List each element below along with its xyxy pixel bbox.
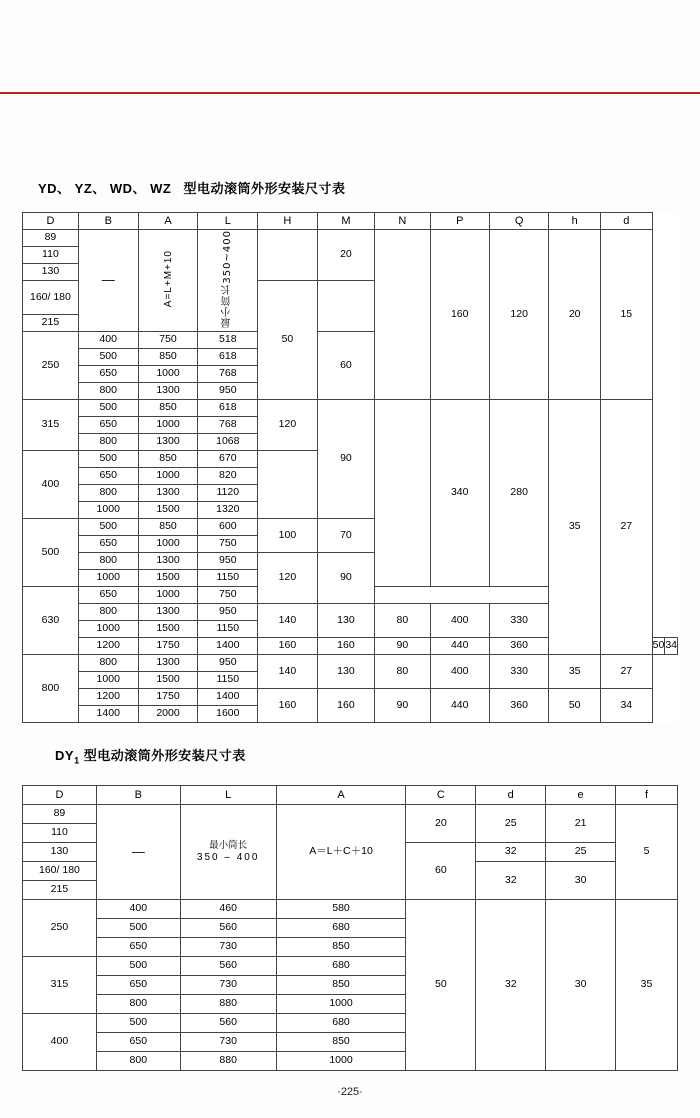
cell-L: 1150 [198, 621, 258, 638]
col-header-H: H [258, 213, 317, 230]
cell-B: 1000 [78, 672, 138, 689]
section2-title [55, 745, 246, 766]
cell-A: 850 [138, 451, 198, 468]
table-row [23, 655, 678, 672]
cell-A: 1000 [138, 468, 198, 485]
cell-C: 50 [406, 900, 476, 1071]
cell-B: 1200 [78, 638, 138, 655]
cell-D: 130 [23, 264, 79, 281]
cell-A: 750 [138, 332, 198, 349]
cell-M: 90 [317, 553, 375, 604]
cell-L: 950 [198, 655, 258, 672]
l-note-text: 最小筒长350~400 [222, 230, 234, 328]
cell-L: 618 [198, 349, 258, 366]
cell-B: 650 [78, 468, 138, 485]
cell-L-note [180, 805, 276, 900]
cell-B: 650 [78, 417, 138, 434]
cell-B: 500 [78, 519, 138, 536]
cell-D: 800 [23, 655, 79, 723]
cell-P: 400 [430, 604, 489, 638]
cell-N: 90 [375, 689, 430, 723]
cell-A: 2000 [138, 706, 198, 723]
cell-A: 1000 [276, 995, 406, 1014]
cell-A: 1500 [138, 570, 198, 587]
cell-A: 1500 [138, 502, 198, 519]
col-header-C: C [406, 786, 476, 805]
cell-B: 400 [96, 900, 180, 919]
cell-C: 60 [406, 843, 476, 900]
cell-h: 20 [549, 230, 601, 400]
cell-D: 89 [23, 805, 97, 824]
cell-d: 34 [600, 689, 652, 723]
cell-H: 120 [258, 553, 317, 604]
cell-D: 215 [23, 881, 97, 900]
cell-D: 630 [23, 587, 79, 655]
cell-L: 950 [198, 553, 258, 570]
cell-L: 768 [198, 417, 258, 434]
cell-B: 800 [78, 553, 138, 570]
section1-title-prefix: YD、 YZ、 WD、 WZ [38, 181, 172, 196]
cell-D: 400 [23, 1014, 97, 1071]
cell-M: 60 [317, 332, 375, 400]
col-header-D: D [23, 213, 79, 230]
cell-A: 1300 [138, 485, 198, 502]
cell-A: 1000 [138, 587, 198, 604]
section2-table [22, 785, 678, 1071]
cell-e: 30 [546, 900, 616, 1071]
cell-N-blank [375, 230, 430, 400]
cell-d: 32 [476, 900, 546, 1071]
cell-f: 5 [616, 805, 678, 900]
section2-title-subscript: 1 [74, 755, 80, 766]
cell-P: 160 [430, 230, 489, 400]
cell-B: 650 [78, 536, 138, 553]
cell-H: 160 [258, 638, 317, 655]
cell-M: 20 [317, 230, 375, 281]
col-header-h: h [549, 213, 601, 230]
cell-L: 1068 [198, 434, 258, 451]
col-header-L: L [198, 213, 258, 230]
cell-d: 27 [600, 655, 652, 689]
cell-Q: 330 [489, 655, 548, 689]
cell-D: 500 [23, 519, 79, 587]
section2-title-prefix: DY [55, 748, 75, 763]
cell-d: 32 [476, 862, 546, 900]
cell-L: 560 [180, 919, 276, 938]
cell-A: 1750 [138, 689, 198, 706]
cell-Q: 360 [489, 638, 548, 655]
cell-A-formula [138, 230, 198, 332]
cell-N: 80 [375, 655, 430, 689]
col-header-D: D [23, 786, 97, 805]
table-row [23, 900, 678, 919]
cell-A: 1000 [138, 417, 198, 434]
cell-M: 130 [317, 604, 375, 638]
cell-Q: 280 [489, 400, 548, 587]
cell-A: 1750 [138, 638, 198, 655]
cell-M: 70 [317, 519, 375, 553]
cell-H-blank [258, 230, 317, 281]
cell-P: 440 [430, 638, 489, 655]
cell-H-blank [258, 451, 317, 519]
cell-B: 800 [78, 604, 138, 621]
cell-B: 650 [96, 938, 180, 957]
cell-A: 850 [276, 938, 406, 957]
cell-B: 800 [78, 485, 138, 502]
cell-Q: 330 [489, 604, 548, 638]
cell-A: 1000 [138, 536, 198, 553]
cell-L: 1150 [198, 570, 258, 587]
cell-A: 1300 [138, 383, 198, 400]
cell-h: 35 [549, 400, 601, 655]
cell-B-dash [96, 805, 180, 900]
cell-A: 1300 [138, 434, 198, 451]
cell-A: 680 [276, 957, 406, 976]
cell-A: 850 [138, 349, 198, 366]
cell-P: 340 [430, 400, 489, 587]
table-header-row [23, 786, 678, 805]
cell-B: 500 [78, 349, 138, 366]
cell-f: 35 [616, 900, 678, 1071]
cell-A: 850 [138, 400, 198, 417]
cell-e: 25 [546, 843, 616, 862]
cell-L: 730 [180, 976, 276, 995]
cell-B: 800 [78, 655, 138, 672]
cell-B: 1000 [78, 621, 138, 638]
cell-B: 500 [78, 451, 138, 468]
cell-B-dash [78, 230, 138, 332]
cell-A-formula: A＝L＋C＋10 [276, 805, 406, 900]
section1-title-main: 型电动滚筒外形安装尺寸表 [183, 182, 346, 197]
cell-A: 850 [138, 519, 198, 536]
cell-B: 1000 [78, 570, 138, 587]
cell-N: 80 [375, 604, 430, 638]
cell-D: 400 [23, 451, 79, 519]
cell-A: 580 [276, 900, 406, 919]
l-note-line1: 最小筒长 [209, 840, 248, 852]
cell-A: 850 [276, 1033, 406, 1052]
table-row [23, 805, 678, 824]
cell-L: 1150 [198, 672, 258, 689]
cell-e: 30 [546, 862, 616, 900]
cell-L: 950 [198, 383, 258, 400]
cell-A: 1500 [138, 672, 198, 689]
cell-L: 560 [180, 957, 276, 976]
cell-H: 140 [258, 604, 317, 638]
cell-D: 160/ 180 [23, 862, 97, 881]
header-rule [0, 92, 700, 94]
col-header-B: B [96, 786, 180, 805]
cell-B: 500 [96, 1014, 180, 1033]
cell-M: 160 [317, 638, 375, 655]
cell-N: 90 [375, 638, 430, 655]
cell-d: 25 [476, 805, 546, 843]
cell-A: 680 [276, 1014, 406, 1033]
cell-D: 130 [23, 843, 97, 862]
cell-A: 680 [276, 919, 406, 938]
dash-symbol: — [101, 272, 115, 288]
cell-H: 100 [258, 519, 317, 553]
table-row [23, 689, 678, 706]
cell-L: 750 [198, 587, 258, 604]
section1-title [38, 178, 346, 197]
cell-L: 1320 [198, 502, 258, 519]
cell-L-note [198, 230, 258, 332]
col-header-B: B [78, 213, 138, 230]
cell-L: 880 [180, 1052, 276, 1071]
cell-B: 800 [78, 434, 138, 451]
col-header-L: L [180, 786, 276, 805]
cell-H: 120 [258, 400, 317, 451]
cell-B: 1200 [78, 689, 138, 706]
cell-Q: 120 [489, 230, 548, 400]
cell-B: 500 [96, 919, 180, 938]
cell-d: 27 [600, 400, 652, 655]
section2-title-main: 型电动滚筒外形安装尺寸表 [83, 749, 246, 764]
cell-d: 34 [665, 638, 678, 655]
table-row [23, 400, 678, 417]
table-header-row [23, 213, 678, 230]
cell-D: 110 [23, 824, 97, 843]
cell-A: 1300 [138, 553, 198, 570]
cell-L: 1120 [198, 485, 258, 502]
cell-P: 400 [430, 655, 489, 689]
col-header-f: f [616, 786, 678, 805]
cell-D: 110 [23, 247, 79, 264]
cell-L: 670 [198, 451, 258, 468]
cell-D: 250 [23, 900, 97, 957]
col-header-d: d [600, 213, 652, 230]
cell-A: 850 [276, 976, 406, 995]
cell-L: 768 [198, 366, 258, 383]
cell-A: 1000 [138, 366, 198, 383]
cell-D: 315 [23, 957, 97, 1014]
cell-L: 880 [180, 995, 276, 1014]
cell-d: 32 [476, 843, 546, 862]
cell-H: 140 [258, 655, 317, 689]
col-header-Q: Q [489, 213, 548, 230]
cell-M: 130 [317, 655, 375, 689]
l-note-line2: 350 – 400 [196, 851, 260, 863]
cell-h: 50 [652, 638, 665, 655]
col-header-P: P [430, 213, 489, 230]
cell-D: 160/ 180 [23, 281, 79, 315]
cell-B: 1400 [78, 706, 138, 723]
cell-B: 800 [96, 995, 180, 1014]
section1-table [22, 212, 678, 723]
col-header-d: d [476, 786, 546, 805]
cell-A: 1500 [138, 621, 198, 638]
cell-B: 650 [96, 976, 180, 995]
cell-M: 90 [317, 400, 375, 519]
cell-L: 560 [180, 1014, 276, 1033]
cell-A: 1300 [138, 604, 198, 621]
cell-B: 500 [96, 957, 180, 976]
cell-e: 21 [546, 805, 616, 843]
cell-L: 820 [198, 468, 258, 485]
cell-D: 250 [23, 332, 79, 400]
cell-H: 160 [258, 689, 317, 723]
cell-H: 50 [258, 281, 317, 400]
cell-B: 400 [78, 332, 138, 349]
cell-L: 618 [198, 400, 258, 417]
cell-B: 800 [96, 1052, 180, 1071]
cell-C: 20 [406, 805, 476, 843]
cell-L: 1400 [198, 689, 258, 706]
cell-P: 440 [430, 689, 489, 723]
cell-L: 518 [198, 332, 258, 349]
cell-B: 650 [78, 587, 138, 604]
cell-L: 730 [180, 1033, 276, 1052]
cell-L: 460 [180, 900, 276, 919]
cell-A: 1300 [138, 655, 198, 672]
dash-symbol: — [131, 843, 145, 859]
cell-M-blank [317, 281, 375, 332]
cell-L: 950 [198, 604, 258, 621]
col-header-e: e [546, 786, 616, 805]
cell-D: 315 [23, 400, 79, 451]
a-formula-text: A=L+M+10 [162, 250, 174, 308]
col-header-A: A [138, 213, 198, 230]
cell-L: 1600 [198, 706, 258, 723]
cell-B: 650 [96, 1033, 180, 1052]
cell-L: 600 [198, 519, 258, 536]
col-header-A: A [276, 786, 406, 805]
cell-d: 15 [600, 230, 652, 400]
cell-N-blank [375, 400, 430, 587]
cell-M: 160 [317, 689, 375, 723]
cell-h: 35 [549, 655, 601, 689]
cell-A: 1000 [276, 1052, 406, 1071]
table-row [23, 230, 678, 247]
col-header-M: M [317, 213, 375, 230]
cell-B: 500 [78, 400, 138, 417]
cell-B: 650 [78, 366, 138, 383]
cell-L: 1400 [198, 638, 258, 655]
cell-Q: 360 [489, 689, 548, 723]
cell-B: 800 [78, 383, 138, 400]
cell-D: 89 [23, 230, 79, 247]
page-number: ·225· [337, 1086, 363, 1098]
cell-B: 1000 [78, 502, 138, 519]
cell-L: 730 [180, 938, 276, 957]
cell-D: 215 [23, 315, 79, 332]
col-header-N: N [375, 213, 430, 230]
cell-h: 50 [549, 689, 601, 723]
cell-L: 750 [198, 536, 258, 553]
